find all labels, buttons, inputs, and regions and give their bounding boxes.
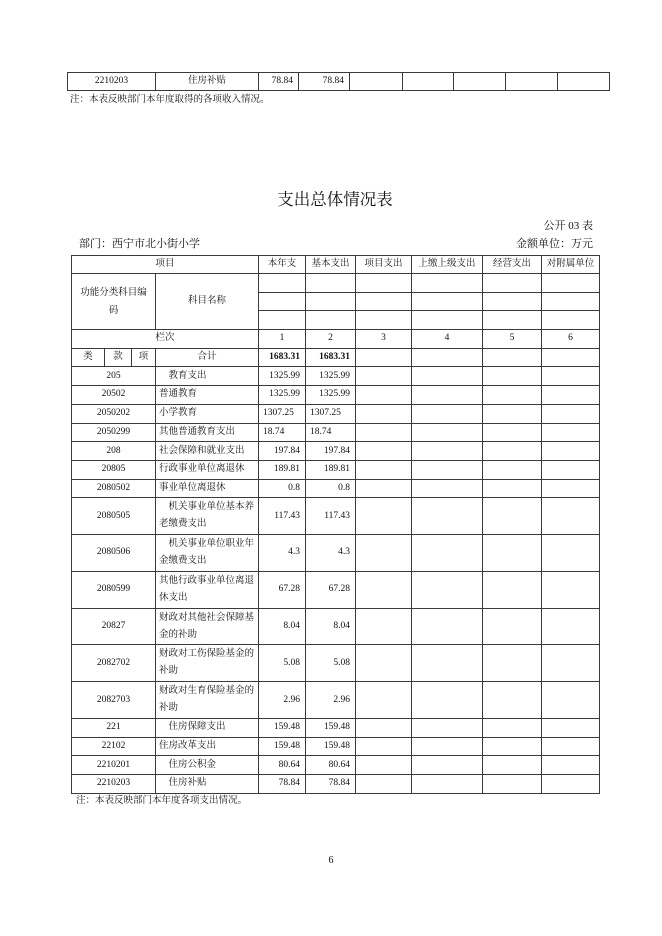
row-project-expense — [356, 479, 412, 498]
row-affiliate-subsidy — [542, 756, 600, 775]
row-function-code: 22102 — [72, 737, 156, 756]
header-blank-cell — [412, 311, 483, 330]
header-current-year-expense: 本年支 — [259, 256, 306, 274]
row-subject-name-text: 财政对工伤保险基金的补助 — [159, 649, 255, 677]
table-row — [72, 442, 600, 461]
row-subject-name-text: 机关事业单位职业年金缴费支出 — [159, 538, 255, 566]
column-index-row — [72, 330, 600, 349]
row-function-code: 208 — [72, 442, 156, 461]
row-affiliate-subsidy — [542, 442, 600, 461]
row-affiliate-subsidy — [542, 571, 600, 608]
row-current-year-expense: 78.84 — [259, 775, 306, 794]
header-blank-cell — [542, 311, 600, 330]
row-project-expense — [356, 535, 412, 572]
table-row — [72, 498, 600, 535]
table-row — [72, 737, 600, 756]
row-subject-name — [156, 386, 259, 405]
row-subject-name — [156, 442, 259, 461]
row-project-expense — [356, 571, 412, 608]
row-subject-name — [156, 404, 259, 423]
row-subject-name — [156, 535, 259, 572]
row-business-expense — [483, 719, 542, 738]
row-affiliate-subsidy — [542, 367, 600, 386]
row-basic-expense: 4.3 — [306, 535, 356, 572]
row-upper-remit-expense — [412, 645, 483, 682]
row-affiliate-subsidy — [542, 404, 600, 423]
row-basic-expense: 18.74 — [306, 423, 356, 442]
total-row-label: 合计 — [156, 348, 259, 367]
header-blank-cell — [306, 292, 356, 311]
row-current-year-expense: 197.84 — [259, 442, 306, 461]
row-current-year-expense: 67.28 — [259, 571, 306, 608]
row-upper-remit-expense — [412, 367, 483, 386]
table-row — [72, 479, 600, 498]
header-blank-cell — [356, 311, 412, 330]
row-function-code: 2050202 — [72, 404, 156, 423]
row-business-expense — [483, 460, 542, 479]
row-current-year-expense: 18.74 — [259, 423, 306, 442]
row-subject-name-text: 事业单位离退休 — [159, 482, 226, 493]
row-upper-remit-expense — [412, 460, 483, 479]
row-subject-name — [156, 498, 259, 535]
row-basic-expense: 1325.99 — [306, 386, 356, 405]
row-affiliate-subsidy — [542, 535, 600, 572]
row-subject-name-text: 普通教育 — [159, 389, 198, 400]
total-row-current-year-expense: 1683.31 — [259, 348, 306, 367]
total-row-empty-cell — [412, 348, 483, 367]
header-blank-cell — [412, 274, 483, 293]
row-basic-expense: 1325.99 — [306, 367, 356, 386]
row-project-expense — [356, 608, 412, 645]
row-project-expense — [356, 404, 412, 423]
column-index-3: 3 — [356, 330, 412, 349]
row-subject-name-text: 机关事业单位基本养老缴费支出 — [159, 502, 255, 530]
column-index-4: 4 — [412, 330, 483, 349]
row-subject-name-text: 财政对生育保险基金的补助 — [159, 686, 255, 714]
previous-table-note: 注：本表反映部门本年度取得的各项收入情况。 — [70, 95, 270, 105]
header-blank-cell — [306, 274, 356, 293]
row-business-expense — [483, 386, 542, 405]
row-affiliate-subsidy — [542, 737, 600, 756]
expenditure-table — [71, 255, 600, 794]
row-current-year-expense: 8.04 — [259, 608, 306, 645]
header-blank-cell — [306, 311, 356, 330]
row-subject-name — [156, 367, 259, 386]
row-subject-name-text: 住房保障支出 — [168, 722, 226, 733]
row-function-code: 20805 — [72, 460, 156, 479]
header-item: 项目 — [72, 256, 259, 274]
table-row — [72, 719, 600, 738]
row-basic-expense: 78.84 — [306, 775, 356, 794]
prev-row-total: 78.84 — [259, 73, 299, 91]
row-basic-expense: 5.08 — [306, 645, 356, 682]
row-project-expense — [356, 719, 412, 738]
header-basic-expense: 基本支出 — [306, 256, 356, 274]
row-business-expense — [483, 442, 542, 461]
total-row-kuan-label: 款 — [105, 348, 132, 367]
row-project-expense — [356, 737, 412, 756]
row-upper-remit-expense — [412, 571, 483, 608]
row-basic-expense: 189.81 — [306, 460, 356, 479]
header-business-expense: 经营支出 — [483, 256, 542, 274]
row-subject-name — [156, 608, 259, 645]
row-subject-name-text: 财政对其他社会保障基金的补助 — [159, 612, 255, 640]
column-index-2: 2 — [306, 330, 356, 349]
row-current-year-expense: 2.96 — [259, 682, 306, 719]
row-basic-expense: 117.43 — [306, 498, 356, 535]
table-row — [72, 367, 600, 386]
row-subject-name — [156, 460, 259, 479]
row-current-year-expense: 4.3 — [259, 535, 306, 572]
row-upper-remit-expense — [412, 498, 483, 535]
row-function-code: 2050299 — [72, 423, 156, 442]
prev-row-empty-cell — [454, 73, 506, 91]
header-blank-cell — [259, 292, 306, 311]
row-subject-name-text: 行政事业单位离退休 — [159, 464, 245, 475]
row-basic-expense: 80.64 — [306, 756, 356, 775]
row-affiliate-subsidy — [542, 498, 600, 535]
row-subject-name-text: 住房公积金 — [168, 759, 217, 770]
row-current-year-expense: 5.08 — [259, 645, 306, 682]
prev-row-name: 住房补贴 — [156, 73, 259, 91]
row-current-year-expense: 0.8 — [259, 479, 306, 498]
column-index-6: 6 — [542, 330, 600, 349]
table-row — [72, 460, 600, 479]
row-current-year-expense: 159.48 — [259, 719, 306, 738]
row-basic-expense: 2.96 — [306, 682, 356, 719]
row-subject-name-text: 社会保障和就业支出 — [159, 445, 245, 456]
row-project-expense — [356, 423, 412, 442]
header-blank-cell — [542, 292, 600, 311]
row-subject-name-text: 住房补贴 — [168, 778, 207, 789]
prev-row-code: 2210203 — [68, 73, 156, 91]
header-sub-row — [72, 274, 600, 293]
prev-row-empty-cell — [506, 73, 558, 91]
row-project-expense — [356, 442, 412, 461]
row-current-year-expense: 159.48 — [259, 737, 306, 756]
row-basic-expense: 0.8 — [306, 479, 356, 498]
row-affiliate-subsidy — [542, 460, 600, 479]
row-subject-name-text: 住房改革支出 — [159, 741, 217, 752]
row-upper-remit-expense — [412, 682, 483, 719]
page-number: 6 — [328, 855, 334, 866]
header-function-code-text: 功能分类科目编码 — [80, 287, 147, 316]
row-upper-remit-expense — [412, 386, 483, 405]
table-body — [72, 367, 600, 793]
table-number: 公开 03 表 — [543, 220, 593, 232]
header-blank-cell — [259, 311, 306, 330]
row-upper-remit-expense — [412, 535, 483, 572]
table-row — [72, 645, 600, 682]
previous-table-row — [68, 73, 610, 91]
row-subject-name-text: 其他行政事业单位离退休支出 — [159, 575, 255, 603]
prev-row-basic: 78.84 — [299, 73, 350, 91]
header-blank-cell — [542, 274, 600, 293]
table-row — [72, 404, 600, 423]
row-subject-name-text: 教育支出 — [168, 370, 207, 381]
row-function-code: 205 — [72, 367, 156, 386]
row-business-expense — [483, 367, 542, 386]
row-affiliate-subsidy — [542, 386, 600, 405]
table-row — [72, 423, 600, 442]
header-blank-cell — [483, 292, 542, 311]
row-upper-remit-expense — [412, 442, 483, 461]
header-row — [72, 256, 600, 274]
row-business-expense — [483, 737, 542, 756]
row-function-code: 2080506 — [72, 535, 156, 572]
row-project-expense — [356, 682, 412, 719]
row-affiliate-subsidy — [542, 719, 600, 738]
header-blank-cell — [356, 274, 412, 293]
row-subject-name-text: 其他普通教育支出 — [159, 426, 236, 437]
page-title: 支出总体情况表 — [277, 190, 393, 209]
row-business-expense — [483, 608, 542, 645]
row-subject-name — [156, 719, 259, 738]
table-row — [72, 571, 600, 608]
row-upper-remit-expense — [412, 608, 483, 645]
row-business-expense — [483, 775, 542, 794]
row-upper-remit-expense — [412, 423, 483, 442]
row-function-code: 221 — [72, 719, 156, 738]
row-function-code: 2080502 — [72, 479, 156, 498]
row-business-expense — [483, 498, 542, 535]
row-function-code: 2210203 — [72, 775, 156, 794]
row-business-expense — [483, 682, 542, 719]
row-subject-name — [156, 423, 259, 442]
row-project-expense — [356, 460, 412, 479]
column-index-label: 栏次 — [72, 330, 259, 349]
total-row-lei-label: 类 — [72, 348, 105, 367]
prev-row-empty-cell — [350, 73, 403, 91]
row-subject-name — [156, 756, 259, 775]
header-blank-cell — [483, 311, 542, 330]
row-function-code: 20827 — [72, 608, 156, 645]
row-business-expense — [483, 756, 542, 775]
row-basic-expense: 159.48 — [306, 719, 356, 738]
row-basic-expense: 159.48 — [306, 737, 356, 756]
row-business-expense — [483, 645, 542, 682]
row-upper-remit-expense — [412, 404, 483, 423]
row-business-expense — [483, 404, 542, 423]
total-row-empty-cell — [356, 348, 412, 367]
row-current-year-expense: 80.64 — [259, 756, 306, 775]
table-row — [72, 756, 600, 775]
amount-unit-label: 金额单位：万元 — [516, 238, 593, 250]
row-function-code: 2080599 — [72, 571, 156, 608]
row-upper-remit-expense — [412, 737, 483, 756]
row-affiliate-subsidy — [542, 645, 600, 682]
row-business-expense — [483, 423, 542, 442]
row-affiliate-subsidy — [542, 479, 600, 498]
header-project-expense: 项目支出 — [356, 256, 412, 274]
row-subject-name — [156, 682, 259, 719]
row-subject-name — [156, 775, 259, 794]
prev-row-empty-cell — [403, 73, 454, 91]
row-current-year-expense: 189.81 — [259, 460, 306, 479]
row-project-expense — [356, 498, 412, 535]
row-business-expense — [483, 479, 542, 498]
header-blank-cell — [356, 292, 412, 311]
row-basic-expense: 1307.25 — [306, 404, 356, 423]
table-note: 注：本表反映部门本年度各项支出情况。 — [76, 796, 248, 806]
row-project-expense — [356, 775, 412, 794]
row-basic-expense: 197.84 — [306, 442, 356, 461]
row-basic-expense: 67.28 — [306, 571, 356, 608]
row-project-expense — [356, 386, 412, 405]
total-row-empty-cell — [542, 348, 600, 367]
total-row-basic-expense: 1683.31 — [306, 348, 356, 367]
department-label: 部门：西宁市北小街小学 — [79, 238, 200, 250]
header-blank-cell — [483, 274, 542, 293]
row-affiliate-subsidy — [542, 608, 600, 645]
column-index-1: 1 — [259, 330, 306, 349]
row-business-expense — [483, 571, 542, 608]
table-row — [72, 682, 600, 719]
prev-row-empty-cell — [558, 73, 610, 91]
header-blank-cell — [259, 274, 306, 293]
row-subject-name-text: 小学教育 — [159, 408, 198, 419]
row-upper-remit-expense — [412, 479, 483, 498]
row-current-year-expense: 1307.25 — [259, 404, 306, 423]
row-function-code: 2210201 — [72, 756, 156, 775]
row-affiliate-subsidy — [542, 682, 600, 719]
row-upper-remit-expense — [412, 775, 483, 794]
total-row — [72, 348, 600, 367]
header-subject-name: 科目名称 — [156, 274, 259, 330]
total-row-xiang-label: 项 — [132, 348, 156, 367]
row-subject-name — [156, 571, 259, 608]
row-upper-remit-expense — [412, 719, 483, 738]
previous-table-fragment — [67, 72, 610, 91]
row-upper-remit-expense — [412, 756, 483, 775]
table-header — [72, 256, 600, 367]
row-subject-name — [156, 737, 259, 756]
table-row — [72, 775, 600, 794]
header-affiliate-subsidy: 对附属单位 — [542, 256, 600, 274]
row-project-expense — [356, 367, 412, 386]
header-upper-remit-expense: 上缴上级支出 — [412, 256, 483, 274]
row-subject-name — [156, 479, 259, 498]
row-affiliate-subsidy — [542, 423, 600, 442]
row-project-expense — [356, 756, 412, 775]
table-row — [72, 535, 600, 572]
row-basic-expense: 8.04 — [306, 608, 356, 645]
row-function-code: 2080505 — [72, 498, 156, 535]
header-function-code — [72, 274, 156, 330]
total-row-empty-cell — [483, 348, 542, 367]
column-index-5: 5 — [483, 330, 542, 349]
row-project-expense — [356, 645, 412, 682]
row-business-expense — [483, 535, 542, 572]
row-function-code: 2082703 — [72, 682, 156, 719]
row-current-year-expense: 117.43 — [259, 498, 306, 535]
table-row — [72, 608, 600, 645]
row-function-code: 2082702 — [72, 645, 156, 682]
row-affiliate-subsidy — [542, 775, 600, 794]
header-blank-cell — [412, 292, 483, 311]
row-subject-name — [156, 645, 259, 682]
row-function-code: 20502 — [72, 386, 156, 405]
row-current-year-expense: 1325.99 — [259, 386, 306, 405]
row-current-year-expense: 1325.99 — [259, 367, 306, 386]
table-row — [72, 386, 600, 405]
